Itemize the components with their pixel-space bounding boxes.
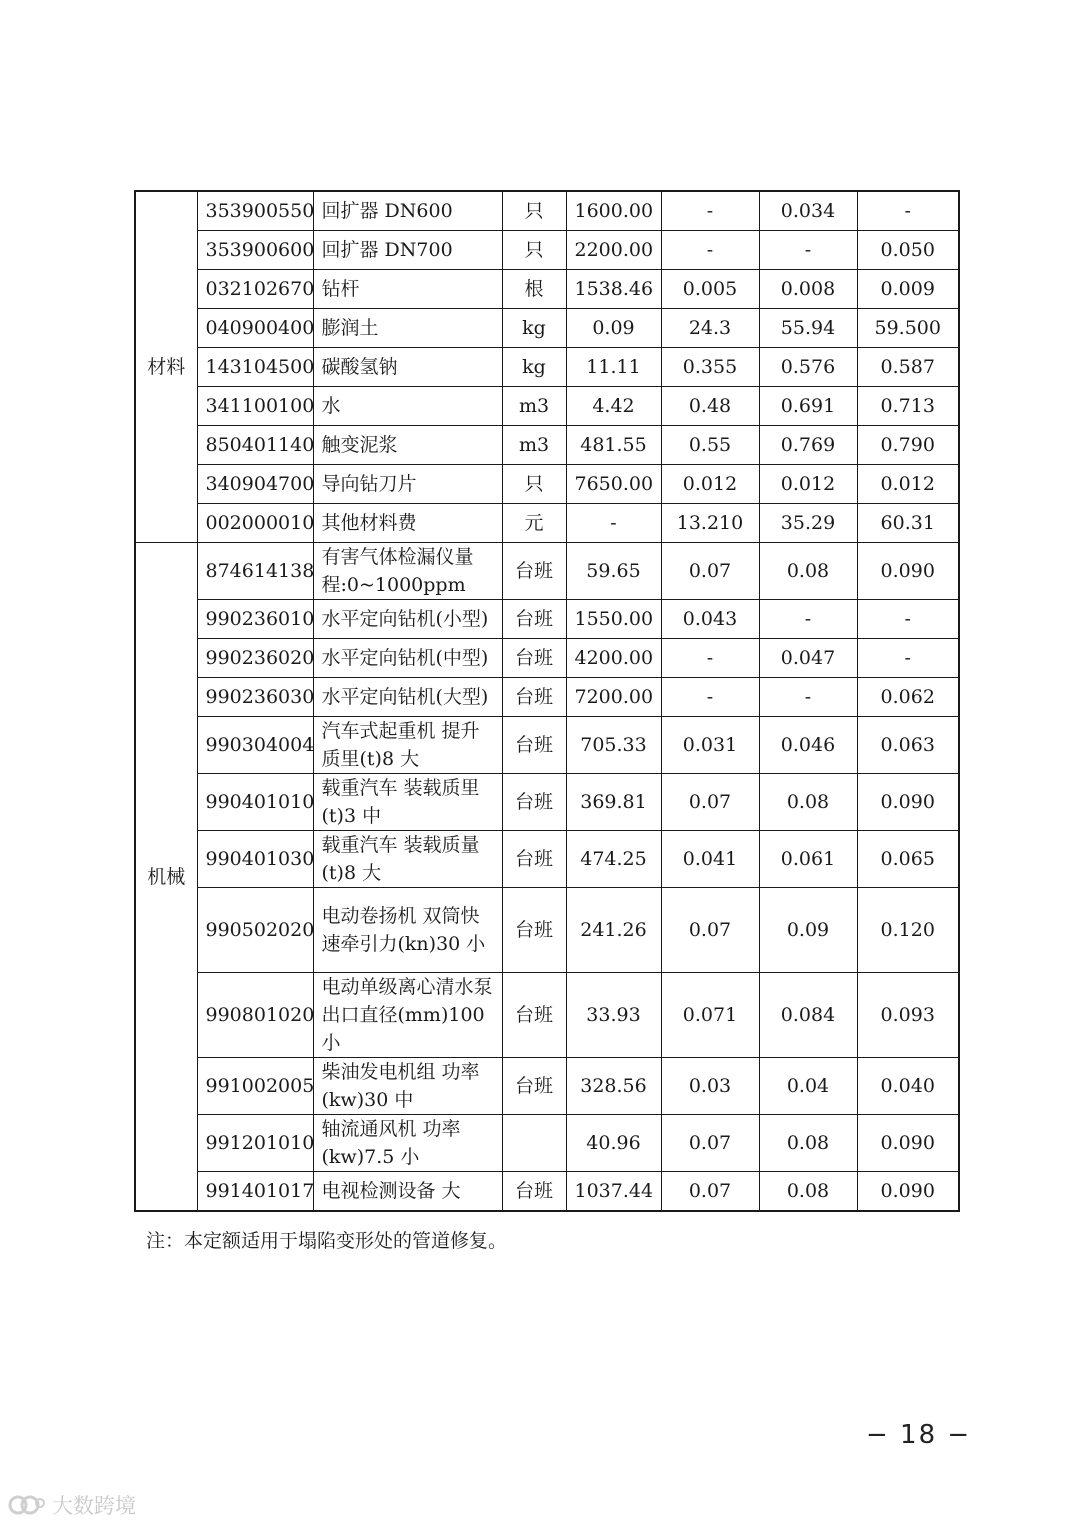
unit-cell: 台班: [502, 1172, 566, 1212]
name-cell: 载重汽车 装载质量(t)8 大: [313, 831, 502, 888]
table-row: [135, 387, 959, 426]
code-cell: 990236020: [197, 639, 313, 678]
unit-cell: 台班: [502, 1058, 566, 1115]
v1-cell: 0.043: [661, 600, 759, 639]
code-cell: 353900600: [197, 231, 313, 270]
table-row: [135, 543, 959, 600]
table-row: [135, 504, 959, 543]
price-cell: 59.65: [566, 543, 661, 600]
quota-table-body: [135, 191, 959, 1211]
table-row: [135, 1172, 959, 1212]
table-row: [135, 831, 959, 888]
table-row: [135, 774, 959, 831]
unit-cell: 台班: [502, 639, 566, 678]
code-cell: 874614138: [197, 543, 313, 600]
v2-cell: 0.034: [759, 191, 857, 231]
v3-cell: -: [857, 639, 959, 678]
code-cell: 990401010: [197, 774, 313, 831]
unit-cell: 根: [502, 270, 566, 309]
code-cell: 353900550: [197, 191, 313, 231]
unit-cell: 元: [502, 504, 566, 543]
price-cell: 4200.00: [566, 639, 661, 678]
code-cell: 991401017: [197, 1172, 313, 1212]
price-cell: 4.42: [566, 387, 661, 426]
name-cell: 轴流通风机 功率(kw)7.5 小: [313, 1115, 502, 1172]
table-row: [135, 309, 959, 348]
v2-cell: 55.94: [759, 309, 857, 348]
name-cell: 回扩器 DN700: [313, 231, 502, 270]
watermark-text: 大数跨境: [52, 1494, 136, 1518]
v2-cell: -: [759, 231, 857, 270]
table-row: [135, 465, 959, 504]
unit-cell: [502, 1115, 566, 1172]
v1-cell: 0.031: [661, 717, 759, 774]
unit-cell: 台班: [502, 600, 566, 639]
v2-cell: 0.09: [759, 888, 857, 973]
v2-cell: 0.08: [759, 1115, 857, 1172]
v3-cell: 60.31: [857, 504, 959, 543]
v3-cell: 0.065: [857, 831, 959, 888]
watermark-logo-icon: [8, 1494, 48, 1516]
v1-cell: 0.07: [661, 543, 759, 600]
name-cell: 电视检测设备 大: [313, 1172, 502, 1212]
v1-cell: -: [661, 231, 759, 270]
unit-cell: 台班: [502, 973, 566, 1058]
name-cell: 水: [313, 387, 502, 426]
v2-cell: 0.061: [759, 831, 857, 888]
v2-cell: 0.046: [759, 717, 857, 774]
code-cell: 850401140: [197, 426, 313, 465]
price-cell: 1037.44: [566, 1172, 661, 1212]
code-cell: 990801020: [197, 973, 313, 1058]
v1-cell: 0.355: [661, 348, 759, 387]
name-cell: 水平定向钻机(大型): [313, 678, 502, 717]
v3-cell: 0.090: [857, 1115, 959, 1172]
v3-cell: 0.790: [857, 426, 959, 465]
code-cell: 002000010: [197, 504, 313, 543]
unit-cell: 只: [502, 231, 566, 270]
v3-cell: 0.713: [857, 387, 959, 426]
code-cell: 040900400: [197, 309, 313, 348]
unit-cell: m3: [502, 426, 566, 465]
v3-cell: 0.090: [857, 543, 959, 600]
code-cell: 990401030: [197, 831, 313, 888]
v1-cell: 0.071: [661, 973, 759, 1058]
unit-cell: 台班: [502, 678, 566, 717]
price-cell: 7200.00: [566, 678, 661, 717]
table-row: [135, 973, 959, 1058]
code-cell: 990236010: [197, 600, 313, 639]
v2-cell: 0.08: [759, 1172, 857, 1212]
table-row: [135, 600, 959, 639]
unit-cell: 只: [502, 465, 566, 504]
code-cell: 991002005: [197, 1058, 313, 1115]
v2-cell: 0.691: [759, 387, 857, 426]
code-cell: 991201010: [197, 1115, 313, 1172]
v2-cell: -: [759, 600, 857, 639]
price-cell: 705.33: [566, 717, 661, 774]
v1-cell: 0.07: [661, 888, 759, 973]
name-cell: 柴油发电机组 功率(kw)30 中: [313, 1058, 502, 1115]
unit-cell: 台班: [502, 888, 566, 973]
watermark: [8, 1490, 136, 1520]
v3-cell: 0.587: [857, 348, 959, 387]
v3-cell: 0.090: [857, 1172, 959, 1212]
v3-cell: 0.012: [857, 465, 959, 504]
unit-cell: kg: [502, 309, 566, 348]
v2-cell: -: [759, 678, 857, 717]
price-cell: 1538.46: [566, 270, 661, 309]
v3-cell: 0.009: [857, 270, 959, 309]
v1-cell: -: [661, 191, 759, 231]
price-cell: 1600.00: [566, 191, 661, 231]
v2-cell: 0.008: [759, 270, 857, 309]
v1-cell: 0.012: [661, 465, 759, 504]
v1-cell: 0.07: [661, 1115, 759, 1172]
code-cell: 990236030: [197, 678, 313, 717]
v1-cell: -: [661, 639, 759, 678]
price-cell: 0.09: [566, 309, 661, 348]
v3-cell: 0.090: [857, 774, 959, 831]
page-number: − 18 −: [866, 1420, 972, 1450]
v3-cell: 0.050: [857, 231, 959, 270]
name-cell: 触变泥浆: [313, 426, 502, 465]
name-cell: 碳酸氢钠: [313, 348, 502, 387]
v2-cell: 0.012: [759, 465, 857, 504]
v3-cell: 0.120: [857, 888, 959, 973]
v1-cell: -: [661, 678, 759, 717]
code-cell: 341100100: [197, 387, 313, 426]
v1-cell: 0.48: [661, 387, 759, 426]
v2-cell: 0.08: [759, 774, 857, 831]
table-row: [135, 1058, 959, 1115]
v2-cell: 0.04: [759, 1058, 857, 1115]
v2-cell: 0.047: [759, 639, 857, 678]
v2-cell: 35.29: [759, 504, 857, 543]
v2-cell: 0.084: [759, 973, 857, 1058]
v1-cell: 0.005: [661, 270, 759, 309]
v1-cell: 0.55: [661, 426, 759, 465]
v2-cell: 0.769: [759, 426, 857, 465]
price-cell: 40.96: [566, 1115, 661, 1172]
category-cell: 材料: [135, 191, 197, 543]
name-cell: 水平定向钻机(小型): [313, 600, 502, 639]
name-cell: 汽车式起重机 提升质里(t)8 大: [313, 717, 502, 774]
unit-cell: 台班: [502, 543, 566, 600]
name-cell: 钻杆: [313, 270, 502, 309]
v1-cell: 0.03: [661, 1058, 759, 1115]
v2-cell: 0.576: [759, 348, 857, 387]
table-row: [135, 270, 959, 309]
v3-cell: 0.040: [857, 1058, 959, 1115]
price-cell: 328.56: [566, 1058, 661, 1115]
table-row: [135, 231, 959, 270]
code-cell: 990304004: [197, 717, 313, 774]
table-row: [135, 191, 959, 231]
name-cell: 膨润土: [313, 309, 502, 348]
price-cell: 2200.00: [566, 231, 661, 270]
unit-cell: 台班: [502, 774, 566, 831]
v3-cell: -: [857, 191, 959, 231]
table-row: [135, 639, 959, 678]
table-row: [135, 1115, 959, 1172]
v2-cell: 0.08: [759, 543, 857, 600]
table-row: [135, 426, 959, 465]
price-cell: 7650.00: [566, 465, 661, 504]
table-row: [135, 678, 959, 717]
table-row: [135, 888, 959, 973]
footnote: 注：本定额适用于塌陷变形处的管道修复。: [146, 1230, 508, 1252]
v3-cell: -: [857, 600, 959, 639]
name-cell: 回扩器 DN600: [313, 191, 502, 231]
price-cell: -: [566, 504, 661, 543]
price-cell: 369.81: [566, 774, 661, 831]
code-cell: 990502020: [197, 888, 313, 973]
price-cell: 33.93: [566, 973, 661, 1058]
table-row: [135, 348, 959, 387]
v1-cell: 13.210: [661, 504, 759, 543]
name-cell: 有害气体检漏仪量程:0~1000ppm: [313, 543, 502, 600]
unit-cell: 台班: [502, 717, 566, 774]
v1-cell: 0.041: [661, 831, 759, 888]
table-row: [135, 717, 959, 774]
name-cell: 导向钻刀片: [313, 465, 502, 504]
code-cell: 340904700: [197, 465, 313, 504]
price-cell: 474.25: [566, 831, 661, 888]
price-cell: 1550.00: [566, 600, 661, 639]
name-cell: 电动卷扬机 双筒快速牵引力(kn)30 小: [313, 888, 502, 973]
v1-cell: 0.07: [661, 1172, 759, 1212]
v1-cell: 24.3: [661, 309, 759, 348]
unit-cell: kg: [502, 348, 566, 387]
code-cell: 143104500: [197, 348, 313, 387]
name-cell: 其他材料费: [313, 504, 502, 543]
price-cell: 11.11: [566, 348, 661, 387]
v3-cell: 0.093: [857, 973, 959, 1058]
price-cell: 481.55: [566, 426, 661, 465]
v1-cell: 0.07: [661, 774, 759, 831]
unit-cell: 台班: [502, 831, 566, 888]
unit-cell: 只: [502, 191, 566, 231]
name-cell: 载重汽车 装载质里(t)3 中: [313, 774, 502, 831]
v3-cell: 59.500: [857, 309, 959, 348]
v3-cell: 0.063: [857, 717, 959, 774]
v3-cell: 0.062: [857, 678, 959, 717]
unit-cell: m3: [502, 387, 566, 426]
quota-table: [134, 190, 960, 1212]
category-cell: 机械: [135, 543, 197, 1212]
price-cell: 241.26: [566, 888, 661, 973]
name-cell: 电动单级离心清水泵 出口直径(mm)100 小: [313, 973, 502, 1058]
name-cell: 水平定向钻机(中型): [313, 639, 502, 678]
code-cell: 032102670: [197, 270, 313, 309]
